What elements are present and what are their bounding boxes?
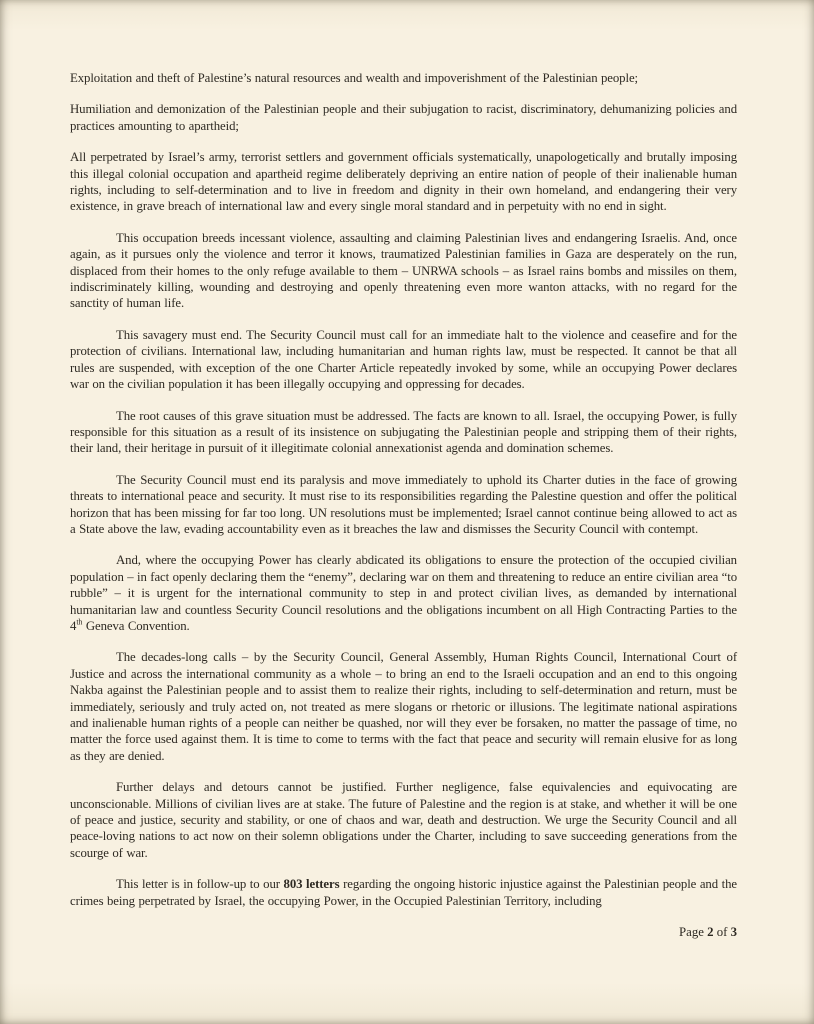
letter-paragraph-3: All perpetrated by Israel’s army, terrorist settlers and government officials systematically, unapologetically and brutally imposing this illegal colonial occupation and apartheid regime deliberately depriving an entire nation of people of their inalienable human rights, including to self-determination and to live in freedom and dignity in their own homeland, and endangering their very existence, in grave breach of international law and every single moral standard and in perpetuity with no end in sight. (70, 150, 737, 214)
letter-paragraph-9: The decades-long calls – by the Security Council, General Assembly, Human Rights Council, International Court of Justice and across the international community as a whole – to bring an end to the Israeli occupation and an end to this ongoing Nakba against the Palestinian people and to assist them to realize their rights, including to self-determination and return, must be immediately, seriously and truly acted on, not treated as mere slogans or rhetoric or illusions. The legitimate national aspirations and inalienable human rights of a people can neither be quashed, nor will they ever be forsaken, no matter the passage of time, no matter the force used against them. It is time to come to terms with the fact that peace and security will remain elusive for as long as they are denied. (70, 650, 737, 763)
letter-paragraph-6: The root causes of this grave situation must be addressed. The facts are known to all. Israel, the occupying Power, is fully responsible for this situation as a result of its insistence on subjugating the Palestinian people and stripping them of their rights, their land, their heritage in pursuit of it illegitimate colonial annexationist agenda and domination schemes. (70, 408, 737, 456)
letter-paragraph-4: This occupation breeds incessant violence, assaulting and claiming Palestinian lives and endangering Israelis. And, once again, as it pursues only the violence and terror it knows, traumatized Palestinian families in Gaza are desperately on the run, displaced from their homes to the only refuge available to them – UNRWA schools – as Israel rains bombs and missiles on them, indiscriminately killing, wounding and destroying and openly threatening even more wanton attacks, with no regard for the sanctity of human life. (70, 230, 737, 311)
letter-paragraph-7: The Security Council must end its paralysis and move immediately to uphold its Charter duties in the face of growing threats to international peace and security. It must rise to its responsibilities regarding the Palestine question and offer the political horizon that has been missing for far too long. UN resolutions must be implemented; Israel cannot continue being allowed to act as a State above the law, evading accountability even as it breaches the law and dismisses the Security Council with contempt. (70, 472, 737, 536)
letter-body (70, 70, 737, 940)
paragraph-8-text: And, where the occupying Power has clearly abdicated its obligations to ensure the protection of the occupied civilian population – in fact openly declaring them the “enemy”, declaring war on them and threatening to reduce an entire civilian area “to rubble” – it is urgent for the international community to step in and protect civilian lives, as demanded by international humanitarian law and countless Security Council resolutions and the obligations incumbent on all High Contracting Parties to the 4 (70, 553, 737, 633)
paragraph-8-text-end: Geneva Convention. (82, 618, 190, 633)
letter-paragraph-8 (70, 552, 737, 634)
paragraph-11-text-end: regarding the ongoing historic injustice against the Palestinian people and the crimes being perpetrated by Israel, the occupying Power, in the Occupied Palestinian Territory, including (70, 877, 737, 908)
current-page-number: 2 (707, 925, 714, 940)
paragraph-11-text: This letter is in follow-up to our (116, 877, 284, 892)
letter-paragraph-2: Humiliation and demonization of the Palestinian people and their subjugation to racist, discriminatory, dehumanizing policies and practices amounting to apartheid; (70, 102, 737, 133)
letter-paragraph-1: Exploitation and theft of Palestine’s natural resources and wealth and impoverishment of the Palestinian people; (70, 71, 638, 85)
letter-paragraph-10: Further delays and detours cannot be justified. Further negligence, false equivalencies and equivocating are unconscionable. Millions of civilian lives are at stake. The future of Palestine and the region is at stake, and whether it will be one of peace and justice, security and stability, or one of chaos and war, death and destruction. We urge the Security Council and all peace-loving nations to act now on their solemn obligations under the Charter, including to save succeeding generations from the scourge of war. (70, 780, 737, 860)
letter-paragraph-5: This savagery must end. The Security Council must call for an immediate halt to the violence and ceasefire and for the protection of civilians. International law, including humanitarian and human rights law, must be respected. It cannot be that all rules are suspended, with exception of the one Charter Article repeatedly invoked by some, while an occupying Power declares war on the civilian population it has been illegally occupying and oppressing for decades. (70, 327, 737, 392)
letters-count-emphasis: 803 letters (283, 877, 340, 892)
page-number (70, 924, 737, 940)
page-number-separator: of (713, 925, 731, 940)
ordinal-superscript: th (76, 617, 83, 627)
letter-paragraph-11 (70, 876, 737, 909)
total-page-number: 3 (730, 925, 737, 940)
page-number-prefix: Page (679, 925, 708, 940)
